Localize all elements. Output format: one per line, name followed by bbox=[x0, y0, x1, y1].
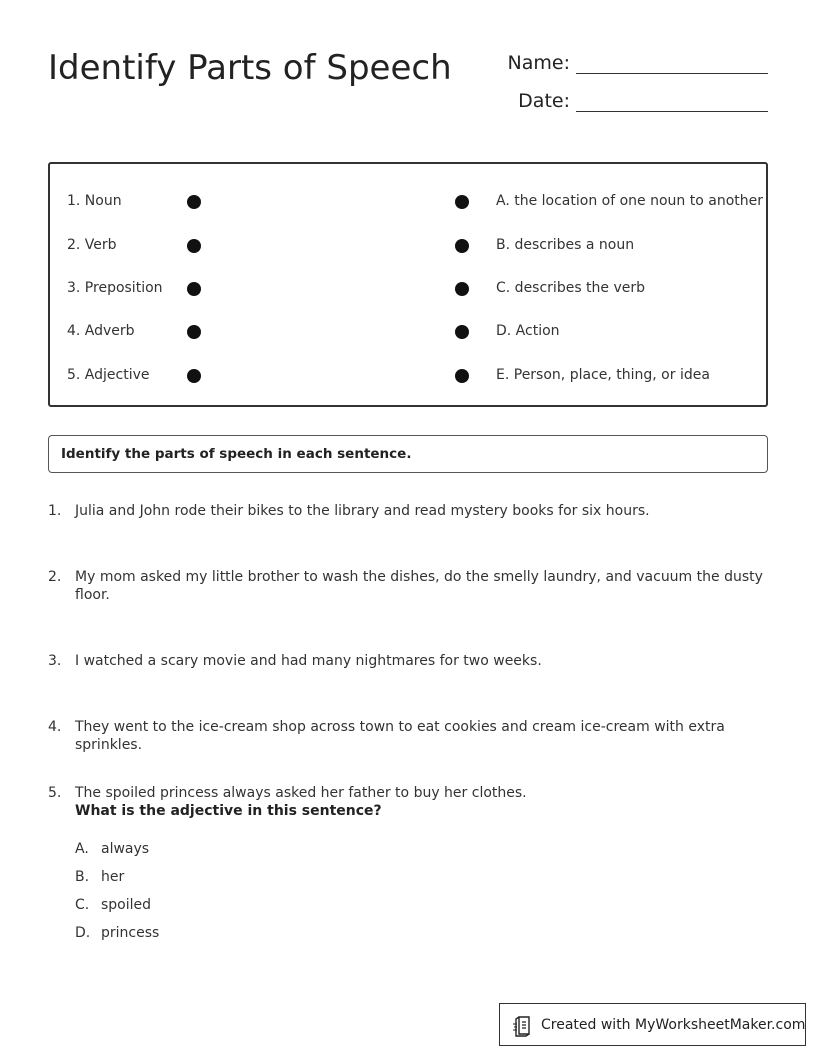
match-row bbox=[50, 190, 766, 214]
name-label: Name: bbox=[507, 52, 570, 74]
date-label: Date: bbox=[518, 90, 570, 112]
question-text: I watched a scary movie and had many nightmares for two weeks. bbox=[75, 653, 542, 669]
question-text: My mom asked my little brother to wash the dishes, do the smelly laundry, and vacuum the dusty floor. bbox=[75, 569, 763, 603]
match-term: 3. Preposition bbox=[67, 280, 163, 296]
match-definition: B. describes a noun bbox=[496, 237, 635, 253]
match-definition: A. the location of one noun to another bbox=[496, 193, 763, 209]
match-dot-left[interactable] bbox=[187, 325, 201, 339]
answer-option[interactable] bbox=[75, 897, 151, 913]
option-text: princess bbox=[101, 925, 160, 941]
option-letter: A. bbox=[75, 841, 89, 857]
answer-option[interactable] bbox=[75, 869, 124, 885]
match-dot-right[interactable] bbox=[455, 369, 469, 383]
match-term: 4. Adverb bbox=[67, 323, 135, 339]
match-term: 5. Adjective bbox=[67, 367, 150, 383]
option-text: her bbox=[101, 869, 125, 885]
name-line[interactable] bbox=[576, 52, 768, 74]
footer-text: Created with MyWorksheetMaker.com bbox=[541, 1017, 806, 1033]
option-letter: C. bbox=[75, 897, 90, 913]
footer-badge[interactable] bbox=[499, 1003, 806, 1046]
question-text: The spoiled princess always asked her father to buy her clothes. bbox=[75, 785, 527, 801]
question-prompt: What is the adjective in this sentence? bbox=[75, 803, 382, 819]
name-field[interactable] bbox=[506, 52, 768, 74]
date-line[interactable] bbox=[576, 90, 768, 112]
instructions-text: Identify the parts of speech in each sentence. bbox=[61, 446, 412, 462]
question-number: 5. bbox=[48, 785, 62, 801]
answer-option[interactable] bbox=[75, 925, 159, 941]
matching-box bbox=[48, 162, 768, 407]
question-number: 3. bbox=[48, 653, 62, 669]
date-field[interactable] bbox=[506, 90, 768, 112]
match-dot-right[interactable] bbox=[455, 239, 469, 253]
match-definition: D. Action bbox=[496, 323, 560, 339]
match-row bbox=[50, 277, 766, 301]
question-number: 2. bbox=[48, 569, 62, 585]
match-definition: E. Person, place, thing, or idea bbox=[496, 367, 710, 383]
match-dot-right[interactable] bbox=[455, 195, 469, 209]
match-definition: C. describes the verb bbox=[496, 280, 646, 296]
match-dot-left[interactable] bbox=[187, 282, 201, 296]
match-dot-left[interactable] bbox=[187, 239, 201, 253]
question-number: 1. bbox=[48, 503, 62, 519]
option-letter: B. bbox=[75, 869, 90, 885]
question-item bbox=[48, 652, 778, 670]
match-row bbox=[50, 320, 766, 344]
match-term: 2. Verb bbox=[67, 237, 117, 253]
question-number: 4. bbox=[48, 719, 62, 735]
match-row bbox=[50, 364, 766, 388]
option-text: spoiled bbox=[101, 897, 152, 913]
page-title: Identify Parts of Speech bbox=[48, 48, 452, 88]
option-letter: D. bbox=[75, 925, 91, 941]
question-item bbox=[48, 568, 778, 604]
match-term: 1. Noun bbox=[67, 193, 122, 209]
question-item bbox=[48, 718, 778, 754]
match-dot-right[interactable] bbox=[455, 282, 469, 296]
option-text: always bbox=[101, 841, 150, 857]
book-logo-icon bbox=[513, 1015, 533, 1037]
question-text: Julia and John rode their bikes to the library and read mystery books for six hours. bbox=[75, 503, 650, 519]
question-item bbox=[48, 502, 778, 520]
question-text: They went to the ice-cream shop across town to eat cookies and cream ice-cream with extra sprinkles. bbox=[75, 719, 725, 753]
match-dot-left[interactable] bbox=[187, 369, 201, 383]
answer-option[interactable] bbox=[75, 841, 149, 857]
match-dot-left[interactable] bbox=[187, 195, 201, 209]
instructions-box bbox=[48, 435, 768, 473]
question-item bbox=[48, 784, 778, 820]
match-dot-right[interactable] bbox=[455, 325, 469, 339]
match-row bbox=[50, 234, 766, 258]
